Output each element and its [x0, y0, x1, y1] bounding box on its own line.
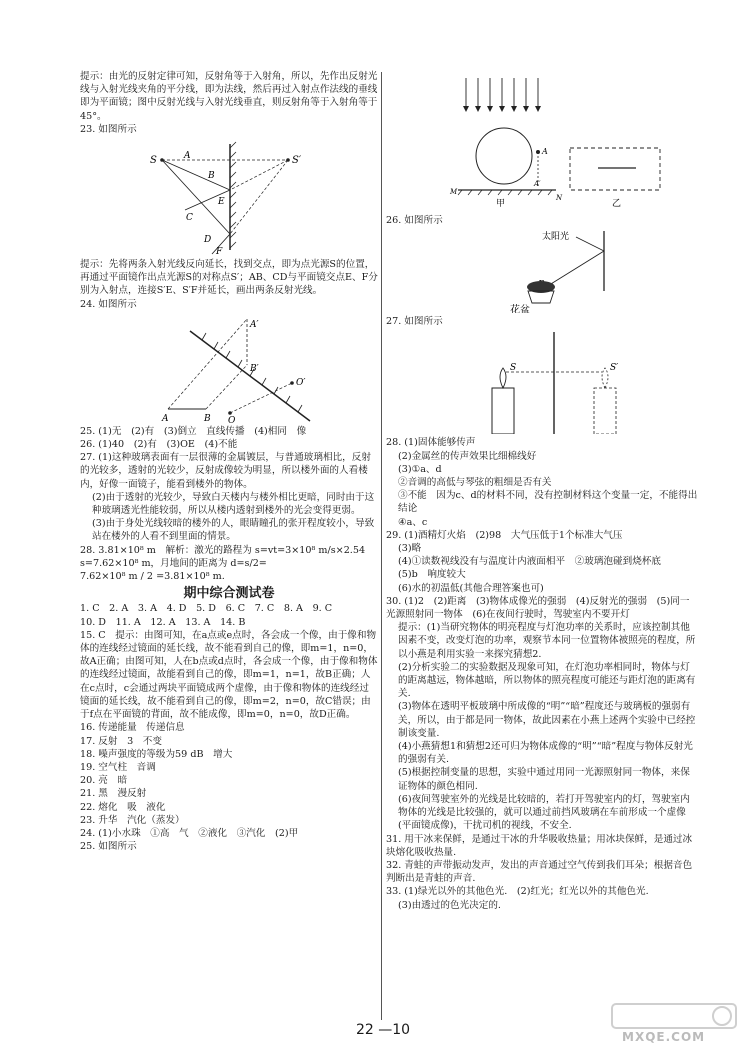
q29-answer-2: (3)略	[398, 543, 422, 555]
fig25-A-prime: A′	[534, 180, 541, 188]
q25-answer: 25. (1)无 (2)有 (3)倒立 直线传播 (4)相同 像	[80, 425, 307, 437]
fig23-E: E	[218, 197, 225, 208]
fig27-S-prime: S′	[610, 363, 619, 374]
fig23-A: A	[184, 151, 191, 162]
fig24-B: B	[204, 413, 211, 423]
watermark-text: MXQE.COM	[622, 1030, 706, 1044]
fig25-A: A	[542, 147, 548, 156]
fig24-A: A	[162, 413, 169, 423]
q26-answer: 26. (1)40 (2)有 (3)OE (4)不能	[80, 439, 238, 451]
q23-label: 23. 如图所示	[80, 123, 137, 135]
fig25-jia: 甲	[496, 199, 506, 209]
q32-answer: 32. 青蛙的声带振动发声，发出的声音通过空气传到我们耳朵；根据音色判断出是青蛙的声音.	[386, 859, 693, 885]
q29-answer-1: 29. (1)酒精灯火焰 (2)98 大气压低于1个标准大气压	[386, 529, 623, 541]
q28-answer-6: ④a、c	[398, 516, 428, 528]
q26-label: 26. 如图所示	[386, 215, 443, 226]
q33-answer-1: 33. (1)绿光以外的其他色光. (2)红光；红光以外的其他色光.	[386, 886, 649, 898]
fig25-yi: 乙	[612, 199, 622, 209]
q28-answer: 28. 3.81×10⁸ m 解析：激光的路程为 s=vt=3×10⁸ m/s×2.54 s=7.62×10⁸ m，月地间的距离为 d=s/2=	[80, 544, 366, 569]
q30-hint-6: (6)夜间驾驶室外的光线是比较暗的，若打开驾驶室内的灯，驾驶室内物体的光线是比较强的，就可以通过前挡风玻璃在车前形成一个虚像(平面镜成像)，干扰司机的视线，不安全.	[398, 793, 690, 832]
fig25-M: M	[450, 188, 458, 196]
fig27-S: S	[510, 363, 517, 374]
left-column	[80, 70, 378, 853]
midterm-title: 期中综合测试卷	[183, 586, 275, 602]
q29-answer-3: (4)①读数视线没有与温度计内液面相平 ②玻璃泡碰到烧杯底	[398, 556, 662, 568]
q28-answer-4: ②音调的高低与琴弦的粗细是否有关	[398, 477, 552, 489]
q27-answer-part3: (3)由于身处光线较暗的楼外的人，眼睛瞳孔的张开程度较小，导致站在楼外的人看不到里面的情景。	[92, 518, 375, 543]
q28-answer-3: (3)①a、d	[398, 463, 442, 475]
fig23-S-prime: S′	[292, 155, 302, 167]
q24-answer: 24. (1)小水珠 ①高 气 ②液化 ③汽化 (2)甲	[80, 827, 299, 839]
mc-answers-row1: 1. C 2. A 3. A 4. D 5. D 6. C 7. C 8. A 9. C	[80, 603, 333, 615]
q31-answer: 31. 用干冰来保鲜，是通过干冰的升华吸收热量；用冰块保鲜，是通过冰块熔化吸收热量.	[386, 833, 693, 858]
q29-answer-4: (5)b 响度较大	[398, 569, 466, 581]
mc-answers-row2: 10. D 11. A 12. A 13. A 14. B	[80, 616, 246, 628]
q20-answer: 20. 亮 暗	[80, 775, 128, 787]
q30-hint-3: (3)物体在透明平板玻璃中所成像的“明”“暗”程度还与玻璃板的强弱有关，所以，由于都是同一物体，故此因素在小燕上述两个实验中已经控制该变量.	[398, 701, 696, 739]
q28-answer-5: ③不能 因为c、d的材料不同，没有控制材料这个变量一定，不能得出结论	[398, 490, 698, 515]
figure-26	[386, 229, 698, 313]
q17-answer: 17. 反射 3 不变	[80, 735, 162, 747]
q27-answer-part2: (2)由于透射的光较少，导致白天楼内与楼外相比更暗，同时由于这种玻璃透光性能较弱，所以从楼内透射到楼外的光会变得更弱。	[92, 491, 375, 517]
fig24-O-prime: O′	[296, 377, 306, 388]
q30-hint-4: (4)小燕猜想1和猜想2还可归为物体成像的“明”“暗”程度与物体反射光的强弱有关.	[398, 741, 693, 766]
fig23-D: D	[204, 235, 212, 246]
figure-23	[80, 138, 378, 256]
q15-answer: 15. C 提示：由图可知，在a点或e点时，各会成一个像，由于像和物体的连线经过镜面的延长线，故不能看到自己的像，即m=1，n=0，故A正确；由图可知，人在b点或d点时，各会成一个像，由于像和物体的连线经过镜面，故能看到自己的像，即m=1，n=1，故B正确；人在c点时，c会通过两块平面镜成两个虚像，由于像和物体的连线经过镜面的延长线，故不能看到自己的像，即m=2，n=0，故C错误；由于f点在平面镜的背面，故不能成像，即m=0，n=0，故D正确。	[80, 629, 378, 721]
fig25-N: N	[556, 194, 563, 202]
fig24-B-prime: B′	[250, 363, 259, 374]
fig26-sunlight: 太阳光	[542, 232, 570, 243]
q23-hint: 提示：先将两条入射光线反向延长，找到交点，即为点光源S的位置，再通过平面镜作出点光源S的对称点S′；AB、CD与平面镜交点E、F分别为入射点，连接S′E、S′F并延长，画出两条反射光线。	[80, 259, 378, 297]
fig23-F: F	[216, 247, 223, 257]
fig24-A-prime: A′	[250, 319, 259, 330]
q33-answer-2: (3)由透过的色光决定的.	[398, 899, 501, 911]
q18-answer: 18. 噪声强度的等级为59 dB 增大	[80, 748, 233, 760]
fig23-C: C	[186, 213, 193, 224]
page-number: 22 —10	[356, 1022, 411, 1038]
figure-25	[386, 72, 698, 212]
q27-answer-part1: 27. (1)这种玻璃表面有一层很薄的金属镀层，与普通玻璃相比，反射的光较多，透射的光较少，反射成像较为明显，所以楼外面的人看楼内，好像一面镜子，能看到楼外的物体。	[80, 452, 371, 490]
q19-answer: 19. 空气柱 音调	[80, 761, 156, 773]
q25-label: 25. 如图所示	[80, 841, 137, 853]
q28-answer-fraction: 7.62×10⁸ m / 2 =3.81×10⁸ m.	[80, 571, 225, 583]
figure-24	[80, 313, 378, 423]
figure-27	[386, 330, 698, 434]
q30-hint-5: (5)根据控制变量的思想，实验中通过用同一光源照射同一物体，来保证物体的颜色相同.	[398, 767, 690, 792]
q30-hint-1: 提示：(1)当研究物体的明亮程度与灯泡功率的关系时，应该控制其他因素不变，改变灯泡的功率，观察节本同一位置物体被照亮的程度，所以小燕是利用实验一来探究猜想2.	[398, 622, 696, 660]
q29-answer-5: (6)水的初温低(其他合理答案也可)	[398, 582, 544, 594]
q23-answer: 23. 升华 汽化（蒸发）	[80, 814, 185, 826]
fig23-S: S	[150, 155, 157, 167]
column-divider	[381, 72, 382, 1020]
q30-hint-2: (2)分析实验二的实验数据及现象可知，在灯泡功率相同时，物体与灯的距离越远，物体越暗，所以物体的照亮程度可能还与距灯泡的距离有关.	[398, 661, 696, 700]
q16-answer: 16. 传递能量 传递信息	[80, 722, 185, 734]
fig24-O: O	[228, 415, 236, 423]
q28-answer-1: 28. (1)固体能够传声	[386, 437, 476, 449]
q22-answer: 22. 熔化 吸 液化	[80, 801, 166, 813]
fig26-flowerpot: 花盆	[510, 305, 530, 314]
q22-hint: 提示：由光的反射定律可知，反射角等于入射角，所以，先作出反射光线与入射光线夹角的平分线，即为法线，然后再过入射点作法线的垂线即为平面镜；图中反射光线与入射光线垂直，则反射角等于入射角等于45°。	[80, 71, 378, 122]
right-column	[386, 70, 698, 912]
q21-answer: 21. 黑 漫反射	[80, 788, 147, 800]
fig23-B: B	[208, 171, 215, 182]
q30-answer: 30. (1)2 (2)距离 (3)物体成像光的强弱 (4)反射光的强弱 (5)同一光源照射同一物体 (6)在夜间行驶时，驾驶室内不要开灯	[386, 595, 690, 621]
q28-answer-2: (2)金属丝的传声效果比细棉线好	[398, 450, 537, 462]
q24-label: 24. 如图所示	[80, 298, 137, 310]
q27-label: 27. 如图所示	[386, 316, 443, 328]
